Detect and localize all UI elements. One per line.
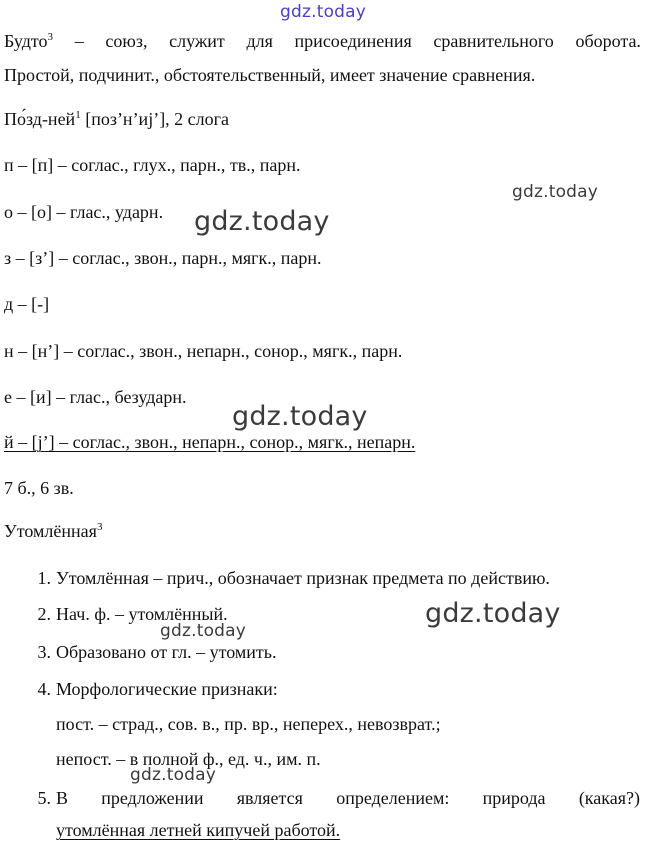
phonetic-row: н – [н’] – соглас., звон., непарн., сонор., мягк., парн. (4, 341, 403, 361)
list-number: 4. (37, 679, 51, 699)
phonetic-row: з – [з’] – соглас., звон., парн., мягк., парн. (4, 248, 322, 268)
budto-word-6: сравнительного (433, 31, 554, 51)
item5-word: предложении (101, 788, 204, 808)
list-item-5 (56, 787, 640, 809)
list-number: 3. (37, 642, 51, 662)
list-number: 2. (37, 604, 51, 624)
item5-word: (какая?) (578, 788, 640, 808)
list-item-5-continuation: утомлённая летней кипучей работой. (56, 820, 341, 840)
morph-variable: непост. – в полной ф., ед. ч., им. п. (56, 749, 321, 769)
budto-word-4: для (246, 31, 273, 51)
list-item: Утомлённая – прич., обозначает признак предмета по действию. (56, 568, 550, 588)
list-number: 5. (37, 788, 51, 808)
budto-word-7: оборота. (575, 31, 641, 51)
item5-word: природа (482, 788, 546, 808)
item5-word: является (236, 788, 303, 808)
list-number: 1. (37, 568, 51, 588)
budto-word-2: союз, (105, 31, 148, 51)
watermark: gdz.today (130, 765, 217, 785)
watermark: gdz.today (194, 206, 330, 237)
phonetic-row-underlined: й – [j’] – соглас., звон., непарн., сонор., мягк., непарн. (4, 432, 416, 452)
watermark: gdz.today (280, 2, 367, 22)
budto-line-1 (4, 30, 641, 52)
item5-word: определением: (336, 788, 450, 808)
watermark: gdz.today (232, 401, 368, 432)
phonetic-row: д – [-] (4, 294, 50, 314)
budto-word-1: – (74, 31, 84, 51)
pozdney-heading: По́зд-ней$^1$ [поз’н’иj’], 2 слога (4, 109, 230, 129)
list-item: Нач. ф. – утомлённый. (56, 604, 228, 624)
budto-word-5: присоединения (294, 31, 412, 51)
item5-word: В (56, 788, 69, 808)
budto-description: Простой, подчинит., обстоятельственный, имеет значение сравнения. (4, 65, 536, 85)
watermark: gdz.today (160, 621, 247, 641)
utomlennaya-heading: Утомлённая$^3$ (4, 521, 103, 541)
phonetic-total: 7 б., 6 зв. (4, 478, 74, 498)
morph-constant: пост. – страд., сов. в., пр. вр., неперех., невозврат.; (56, 714, 441, 734)
budto-word: Будто$^3$ (4, 31, 54, 51)
list-item: Образовано от гл. – утомить. (56, 642, 277, 662)
phonetic-row: е – [и] – глас., безударн. (4, 387, 187, 407)
watermark: gdz.today (425, 598, 561, 629)
list-item: Морфологические признаки: (56, 679, 278, 699)
watermark: gdz.today (512, 182, 599, 202)
phonetic-row: п – [п] – соглас., глух., парн., тв., парн. (4, 155, 301, 175)
phonetic-row: о – [о] – глас., ударн. (4, 202, 164, 222)
budto-word-3: служит (169, 31, 225, 51)
